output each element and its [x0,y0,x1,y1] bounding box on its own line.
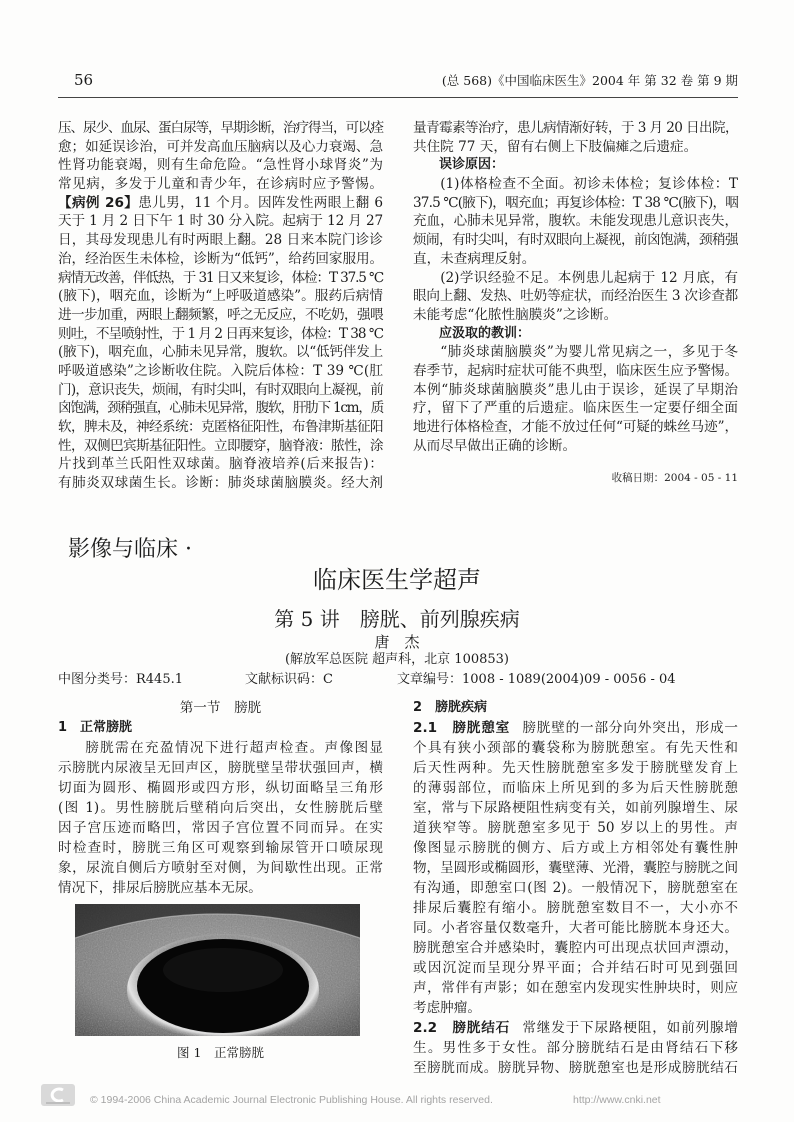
text-line: 呼吸道感染”之诊断收住院。入院后体检：T 39 ℃(肛 [58,362,383,379]
author: 唐 杰 [374,633,420,651]
text-line: 1 正常膀胱 [58,720,133,735]
text-line: 烦闹，有时尖叫，有时双眼向上凝视，前囟饱满，颈稍强 [413,232,738,249]
text-line: “肺炎球菌脑膜炎”为婴儿常见病之一，多见于冬 [440,344,738,361]
text-line [58,194,383,213]
text-line: 常见病，多发于儿童和青少年，在诊病时应予警惕。 [58,176,383,193]
text-line: 春季节，起病时症状可能不典型，临床医生应予警惕。 [413,362,738,379]
paragraph [58,119,383,194]
bladder-diseases-heading [413,698,738,718]
text-line: 病情无改善，伴低热，于 31 日又来复诊，体检：T 37.5 ℃ [58,269,383,286]
text-line: (图 1)。男性膀胱后壁稍向后突出，女性膀胱后壁 [58,800,383,816]
text-line: 有沟通，即憩室口(图 2)。一般情况下，膀胱憩室在 [413,880,738,896]
paragraph [413,269,738,325]
text-line: 37.5 ℃(腋下)，咽充血；再复诊体检：T 38 ℃(腋下)，咽 [413,194,738,211]
text-line: 像图显示膀胱的侧方、后方或上方相邻处有囊性肿 [413,840,738,856]
text-line: 软，脾未及，神经系统：克匿格征阳性，布鲁津斯基征阳 [58,419,383,435]
text-line: 则吐，不呈喷射性，于 1 月 2 日再来复诊，体检：T 38 ℃ [58,325,383,342]
text-line: 膀胱憩室合并感染时，囊腔内可出现点状回声漂动， [413,940,738,956]
run-in-heading: 2.1 膀胱憩室 [413,720,511,736]
text-line: 治，经治医生未体检，诊断为“低钙”，给药回家服用。 [58,250,383,267]
line-text: 患儿男，11 个月。因阵发性两眼上翻 6 [138,194,383,211]
text-line: 2 膀胱疾病 [413,700,488,715]
line-text: 膀胱壁的一部分向外突出，形成一 [522,720,738,736]
bladder-stone-paragraph [413,1018,738,1078]
text-line: 片找到革兰氏阳性双球菌。脑脊液培养(后来报告)： [58,456,383,473]
text-line: 后天性两种。先天性膀胱憩室多发于膀胱壁发育上 [413,760,738,776]
text-line: (1)体格检查不全面。初诊未体检；复诊体检：T [440,176,738,193]
text-line: 示膀胱内尿液呈无回声区，膀胱壁呈带状强回声，横 [58,760,383,776]
document-code: 文献标识码：C [245,672,333,687]
text-line: 因子宫压迹而略凹，常因子宫位置不同而异。在实 [58,820,383,836]
text-line: 直，未查病理反射。 [413,250,536,267]
cnki-link[interactable]: http://www.cnki.net [573,1094,661,1106]
paragraph [413,119,738,156]
text-line: 天于 1 月 2 日下午 1 时 30 分入院。起病于 12 月 27 [58,213,383,230]
text-line: 切面为圆形、椭圆形或四方形，纵切面略呈三角形 [58,780,383,796]
affiliation: (解放军总医院 超声科，北京 100853) [284,652,510,667]
paragraph [58,738,383,898]
text-line: 日，其母发现患儿有时两眼上翻。28 日来本院门诊诊 [58,232,383,249]
running-header: (总 568)《中国临床医生》2004 年 第 32 卷 第 9 期 [441,73,738,88]
page-number: 56 [74,71,94,89]
prev-article-right-column [413,119,738,487]
text-line: 应汲取的教训： [439,325,531,341]
figure-1-caption: 图 1 正常膀胱 [177,1045,264,1060]
prev-article-left-column [58,119,383,493]
text-line: 同。小者容量仅数毫升，大者可能比膀胱本身还大。 [413,920,738,936]
received-date: 收稿日期：2004 - 05 - 11 [611,472,738,485]
text-line: 囟饱满，颈稍强直，心肺未见异常，腹软，肝肋下 1cm，质 [58,400,383,417]
text-line: 量青霉素等治疗，患儿病情渐好转，于 3 月 20 日出院， [413,120,738,136]
paragraph [413,175,738,268]
article-title: 临床医生学超声 [313,566,481,594]
text-line: 考虑肿瘤。 [413,1000,481,1016]
article-id: 文章编号：1008 - 1089(2004)09 - 0056 - 04 [397,672,676,687]
text-line: 从而尽早做出正确的诊断。 [413,437,577,454]
text-line [413,718,738,738]
lessons-heading [413,325,738,344]
run-in-heading: 【病例 26】 [58,194,139,211]
bladder-inner-shade [163,948,283,992]
section-title: 第一节 膀胱 [179,700,262,716]
text-line: 物，呈圆形或椭圆形，囊壁薄、光滑，囊腔与膀胱之间 [413,860,738,876]
text-line: 膀胱需在充盈情况下进行超声检查。声像图显 [85,740,383,756]
case-26-paragraph [58,194,383,493]
text-line: 门)，意识丧失，烦闹，有时尖叫，有时双眼向上凝视，前 [58,381,383,398]
column-label: 影像与临床 · [68,537,192,562]
text-line: 排尿后囊腔有缩小。膀胱憩室数目不一，大小亦不 [413,900,738,916]
text-line: 生。男性多于女性。部分膀胱结石是由肾结石下移 [413,1040,738,1056]
text-line: 情况下，排尿后膀胱应基本无尿。 [58,880,262,896]
text-line: 至膀胱而成。膀胱异物、膀胱憩室也是形成膀胱结石 [413,1060,738,1076]
text-line: 共住院 77 天，留有右侧上下肢偏瘫之后遗症。 [413,138,698,155]
text-line: 未能考虑“化脓性脑膜炎”之诊断。 [413,306,618,323]
header-rule [58,97,738,98]
cnki-logo-icon [40,1083,76,1107]
text-line: 有肺炎双球菌生长。诊断：肺炎球菌脑膜炎。经大剂 [58,475,383,492]
run-in-heading: 2.2 膀胱结石 [413,1020,511,1036]
text-line: (2)学识经验不足。本例患儿起病于 12 月底，有 [440,269,738,286]
text-line: 地进行体格检查，才能不放过任何“可疑的蛛丝马迹”， [413,419,738,435]
text-line: (腋下)，咽充血，心肺未见异常，腹软。以“低钙伴发上 [58,344,383,361]
article-subtitle: 第 5 讲 膀胱、前列腺疾病 [274,607,520,631]
text-line: 疗，留下了严重的后遗症。临床医生一定要仔细全面 [413,400,738,417]
text-line [413,1018,738,1038]
text-line: 愈；如延误诊治，可并发高血压脑病以及心力衰竭、急 [58,138,383,155]
diverticulum-paragraph [413,718,738,1018]
text-line: 眼向上翻、发热、吐奶等症状，而经治医生 3 次诊查都 [413,288,738,305]
line-text: 常继发于下尿路梗阻，如前列腺增 [522,1020,738,1036]
ultrasound-figure [75,904,360,1036]
clc-number: 中图分类号：R445.1 [58,672,184,687]
text-line: 性，双侧巴宾斯基征阳性。立即腰穿，脑脊液：脓性，涂 [58,437,383,454]
normal-bladder-heading [58,718,383,738]
text-line: 室，常与下尿路梗阻性病变有关，如前列腺增生、尿 [413,800,738,816]
text-line: 时检查时，膀胱三角区可观察到输尿管开口喷尿现 [58,840,383,856]
text-line: 充血，心肺未见异常，腹软。未能发现患儿意识丧失， [413,213,738,230]
text-line: 或因沉淀而呈现分界平面；合并结石时可见到强回 [413,960,738,976]
copyright-notice: © 1994-2006 China Academic Journal Electronic Publishing House. All rights reserved. [90,1094,493,1106]
text-line: 误诊原因： [439,157,505,173]
misdiagnosis-causes-heading [413,156,738,175]
paragraph [413,343,738,455]
text-line: 象，尿流自侧后方喷射至对侧，为间歇性出现。正常 [58,860,383,876]
text-line: (腋下)，咽充血，诊断为“上呼吸道感染”。服药后病情 [58,288,383,305]
text-line: 进一步加重，两眼上翻频繁，呼之无反应，不吃奶，强喂 [58,306,383,323]
article-left-column [58,698,383,1063]
text-line: 性肾功能衰竭，则有生命危险。“急性肾小球肾炎”为 [58,157,383,174]
text-line: 道狭窄等。膀胱憩室多见于 50 岁以上的男性。声 [413,820,738,836]
article-right-column [413,698,738,1078]
text-line: 压、尿少、血尿、蛋白尿等，早期诊断，治疗得当，可以痊 [58,120,383,136]
text-line: 的薄弱部位，而临床上所见到的多为后天性膀胱憩 [413,780,738,796]
text-line: 声，常伴有声影；如在憩室内发现实性肿块时，则应 [413,980,738,996]
text-line: 个具有狭小颈部的囊袋称为膀胱憩室。有先天性和 [413,740,738,756]
text-line: 本例“肺炎球菌脑膜炎”患儿由于误诊，延误了早期治 [413,381,738,398]
